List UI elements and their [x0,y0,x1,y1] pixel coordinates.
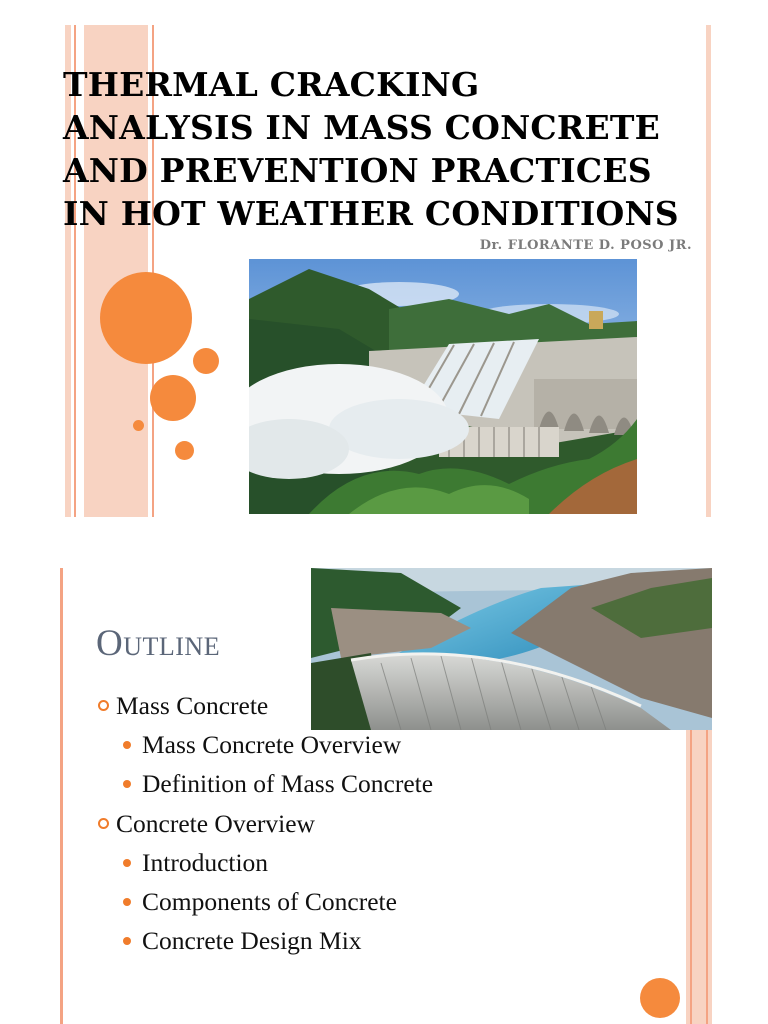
dot-bullet-icon [123,859,131,867]
dam-spillway-photo [249,259,637,514]
decor-circle [193,348,219,374]
decor-circle [150,375,196,421]
ring-bullet-icon [98,818,109,829]
dot-bullet-icon [123,898,131,906]
list-item: Mass Concrete Overview [98,725,433,764]
list-item: Introduction [98,843,433,882]
decor-circle-large [100,272,192,364]
list-item: Mass Concrete [98,686,433,725]
dot-bullet-icon [123,741,131,749]
outline-list [98,686,433,960]
list-item: Definition of Mass Concrete [98,764,433,803]
dot-bullet-icon [123,937,131,945]
decor-line [690,728,692,1024]
decor-line [60,568,63,1024]
slide-title: THERMAL CRACKING ANALYSIS IN MASS CONCRETE AND PREVENTION PRACTICES IN HOT WEATHER CONDITIONS [63,65,679,233]
author-name: Dr. FLORANTE D. POSO JR. [479,238,692,253]
list-item: Concrete Overview [98,804,433,843]
title-slide [60,25,714,517]
decor-circle [133,420,144,431]
outline-heading: Outline [96,623,221,664]
decor-circle [640,978,680,1018]
ring-bullet-icon [98,700,109,711]
outline-slide [60,568,714,1024]
decor-circle [175,441,194,460]
decor-line [706,728,708,1024]
list-item: Components of Concrete [98,882,433,921]
dot-bullet-icon [123,780,131,788]
list-item: Concrete Design Mix [98,921,433,960]
